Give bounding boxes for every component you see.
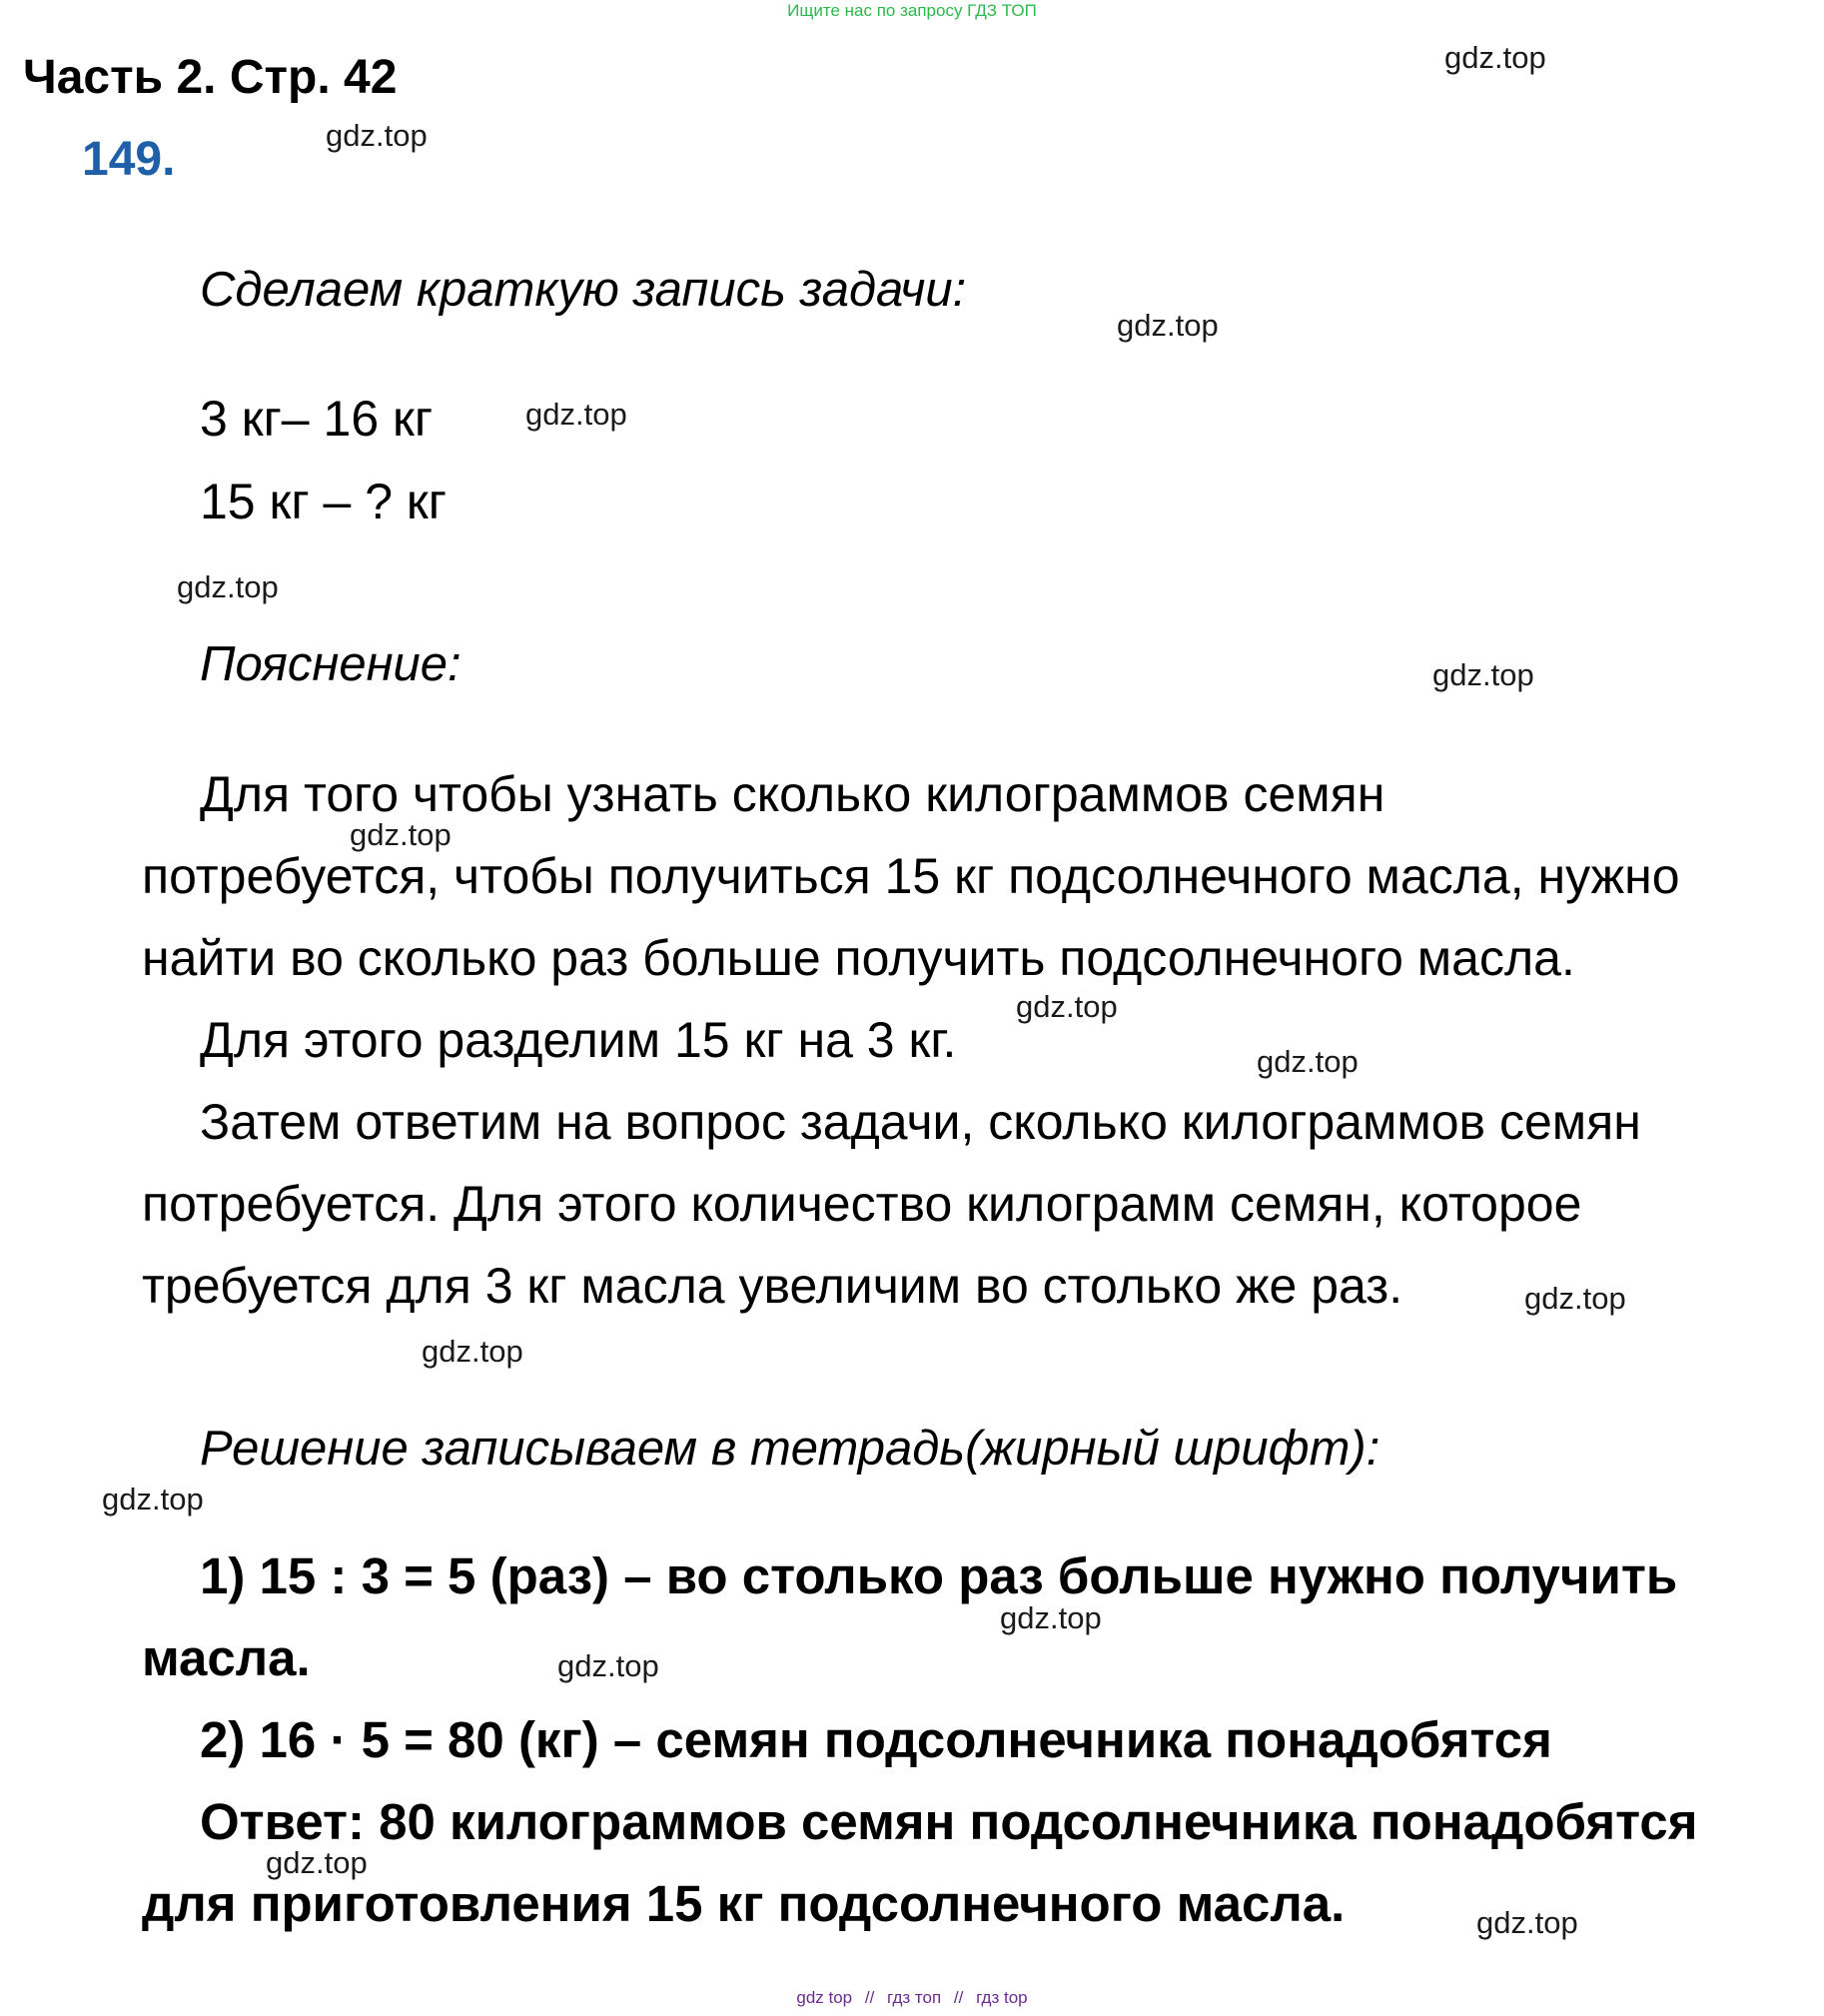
watermark: gdz.top (266, 1845, 368, 1880)
solution-step-1-cont: масла. (142, 1629, 311, 1686)
watermark: gdz.top (326, 118, 428, 153)
explanation-line: потребуется. Для этого количество килограмм семян, которое (142, 1176, 1582, 1232)
solution-step-2: 2) 16 · 5 = 80 (кг) – семян подсолнечника понадобятся (200, 1711, 1552, 1768)
bottom-banner-item: gdz top (796, 1988, 853, 2007)
bottom-banner-separator: // (864, 1988, 875, 2007)
explanation-line: требуется для 3 кг масла увеличим во столько же раз. (142, 1258, 1403, 1314)
record-line-1: 3 кг– 16 кг (200, 391, 434, 447)
explanation-line: Для этого разделим 15 кг на 3 кг. (200, 1012, 957, 1068)
explanation-line: Для того чтобы узнать сколько килограммов семян (200, 766, 1385, 822)
watermark: gdz.top (525, 397, 627, 432)
record-line-2: 15 кг – ? кг (200, 474, 448, 529)
watermark: gdz.top (1444, 40, 1546, 75)
solution-step-1: 1) 15 : 3 = 5 (раз) – во столько раз больше нужно получить (200, 1547, 1678, 1604)
watermark: gdz.top (557, 1648, 659, 1683)
watermark: gdz.top (1016, 989, 1118, 1024)
task-number: 149. (82, 133, 176, 186)
watermark: gdz.top (422, 1334, 523, 1369)
explanation-line: найти во сколько раз больше получить подсолнечного масла. (142, 930, 1575, 986)
bottom-banner-separator: // (953, 1988, 964, 2007)
explanation-line: потребуется, чтобы получиться 15 кг подсолнечного масла, нужно (142, 848, 1680, 904)
watermark: gdz.top (1000, 1600, 1102, 1635)
bottom-banner-item: гдз top (976, 1988, 1028, 2007)
bottom-banner (0, 1988, 1824, 2008)
part-title: Часть 2. Стр. 42 (23, 51, 398, 104)
watermark: gdz.top (177, 569, 279, 604)
answer-line: Ответ: 80 килограммов семян подсолнечника понадобятся (200, 1793, 1698, 1850)
watermark: gdz.top (1117, 308, 1219, 343)
watermark: gdz.top (1432, 657, 1534, 692)
solution-heading: Решение записываем в тетрадь(жирный шрифт): (200, 1422, 1380, 1476)
explanation-heading: Пояснение: (200, 637, 461, 691)
short-record-heading: Сделаем краткую запись задачи: (200, 263, 967, 317)
top-banner: Ищите нас по запросу ГДЗ ТОП (787, 1, 1037, 20)
bottom-banner-item: гдз топ (887, 1988, 942, 2007)
answer-line-cont: для приготовления 15 кг подсолнечного масла. (142, 1875, 1346, 1932)
watermark: gdz.top (1257, 1044, 1359, 1079)
explanation-line: Затем ответим на вопрос задачи, сколько килограммов семян (200, 1094, 1641, 1150)
watermark: gdz.top (102, 1482, 204, 1516)
watermark: gdz.top (1524, 1281, 1626, 1316)
watermark: gdz.top (350, 817, 452, 852)
watermark: gdz.top (1476, 1905, 1578, 1940)
